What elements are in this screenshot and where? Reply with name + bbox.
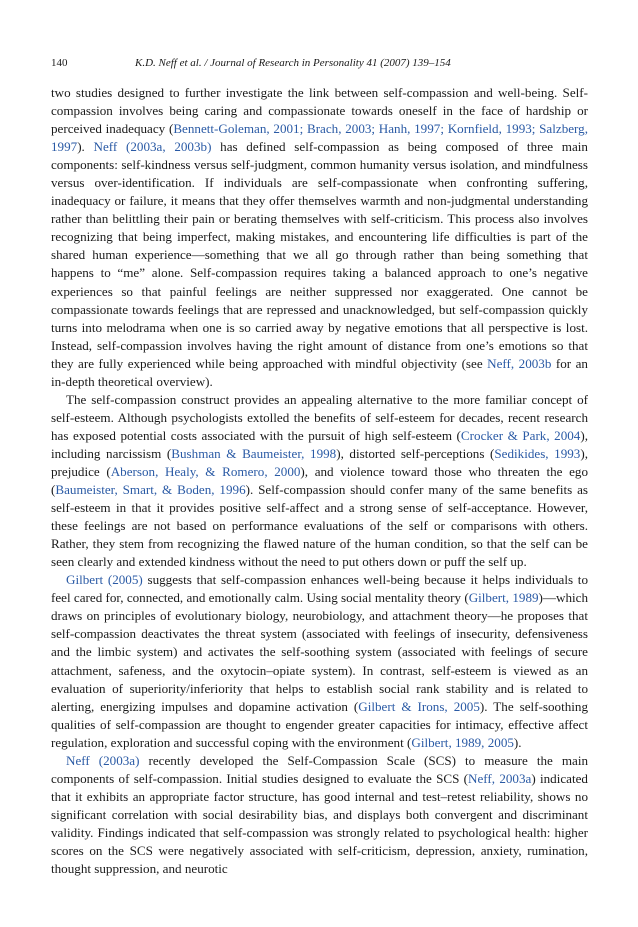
body-text: ), and violence toward those who threaten the ego (: [51, 463, 588, 498]
body-text: ).: [77, 139, 94, 155]
paragraph: [51, 84, 588, 391]
citation-link[interactable]: Gilbert & Irons, 2005: [358, 698, 480, 714]
citation-link[interactable]: Neff (2003a): [66, 752, 140, 768]
citation-link[interactable]: Sedikides, 1993: [494, 445, 581, 461]
citation-link[interactable]: Aberson, Healy, & Romero, 2000: [110, 463, 301, 479]
body-text: recently developed the Self-Compassion Scale (SCS) to measure the main components of self-compassion. Initial studies designed to evaluate the SCS (: [51, 752, 589, 786]
journal-running-head: K.D. Neff et al. / Journal of Research in Personality 41 (2007) 139–154: [135, 57, 451, 69]
paragraph: [51, 752, 588, 878]
body-text: suggests that self-compassion enhances well-being because it helps individuals to feel cared for, connected, and emotionally calm. Using social mentality theory (: [51, 572, 588, 606]
citation-link[interactable]: Crocker & Park, 2004: [460, 427, 581, 443]
body-text: The self-compassion construct provides an appealing alternative to the more familiar concept of self-esteem. Although psychologists extolled the benefits of self-esteem for decades, recent research has exposed potential costs associated with the pursuit of high self-esteem (: [51, 391, 588, 443]
body-text: ), prejudice (: [51, 445, 588, 479]
citation-link[interactable]: Bennett-Goleman, 2001; Brach, 2003; Hanh, 1997; Kornfield, 1993; Salzberg, 1997: [51, 121, 588, 155]
citation-link[interactable]: Neff, 2003b: [487, 355, 552, 371]
body-text: ), including narcissism (: [51, 427, 588, 461]
body-text: ).: [513, 734, 522, 750]
page-number: 140: [51, 57, 68, 69]
citation-link[interactable]: Gilbert (2005): [66, 572, 143, 588]
body-text: )—which draws on principles of evolutionary biology, neurobiology, and attachment theory—he proposes that self-compassion deactivates the threat system (associated with feelings of insecurity, defensiveness and the limbic system) and activates the self-soothing system (associated with feelings of secure attachment, safeness, and the oxytocin–opiate system). In contrast, self-esteem is viewed as an evaluation of superiority/inferiority that helps to establish social rank stability and is related to alerting, energizing impulses and dopamine activation (: [51, 590, 589, 714]
citation-link[interactable]: Bushman & Baumeister, 1998: [171, 445, 337, 461]
citation-link[interactable]: Baumeister, Smart, & Boden, 1996: [55, 482, 246, 498]
paragraph: [51, 571, 588, 751]
body-text: ) indicated that it exhibits an appropriate factor structure, has good internal and test–retest reliability, shows no significant correlation with social desirability bias, and displays both convergent and discriminant validity. Findings indicated that self-compassion was strongly related to psychological health: higher scores on the SCS were negatively associated with self-criticism, depression, anxiety, rumination, thought suppression, and neurotic: [51, 770, 588, 877]
citation-link[interactable]: Neff (2003a, 2003b): [93, 139, 212, 155]
body-text: ). The self-soothing qualities of self-compassion are thought to engender greater capacities for intimacy, effective affect regulation, exploration and successful coping with the environment (: [51, 698, 588, 750]
paragraph: [51, 391, 588, 571]
body-text: ). Self-compassion should confer many of the same benefits as self-esteem in that it provides positive self-affect and a strong sense of self-acceptance. However, these feelings are not based on performance evaluations of the self or comparisons with others. Rather, they stem from recognizing the flawed nature of the human condition, so that the self can be seen clearly and extended kindness without the need to put others down or puff the self up.: [51, 482, 588, 570]
citation-link[interactable]: Gilbert, 1989, 2005: [411, 734, 514, 750]
article-body: [51, 84, 588, 878]
body-text: has defined self-compassion as being composed of three main components: self-kindness versus self-judgment, common humanity versus isolation, and mindfulness versus over-identification. If individuals are self-compassionate when confronting suffering, inadequacy or failure, it means that they offer themselves warmth and non-judgmental understanding rather than belittling their pain or berating themselves with self-criticism. This process also involves recognizing that being imperfect, making mistakes, and encountering life difficulties is part of the shared human experience—something that we all go through rather than being something that happens to “me” alone. Self-compassion requires taking a balanced approach to one’s negative experiences so that painful feelings are neither suppressed nor exaggerated. One cannot be compassionate towards feelings that are repressed and unacknowledged, but self-compassion quickly turns into melodrama when one is so carried away by negative emotions that all perspective is lost. Instead, self-compassion involves having the right amount of distance from one’s emotions so that they are fully experienced while being approached with mindful objectivity (see: [51, 139, 588, 371]
body-text: two studies designed to further investigate the link between self-compassion and well-being. Self-compassion involves being caring and compassionate towards oneself in the face of hardship or perceived inadequacy (: [51, 85, 588, 137]
body-text: for an in-depth theoretical overview).: [51, 355, 588, 389]
body-text: ), distorted self-perceptions (: [336, 445, 495, 461]
citation-link[interactable]: Neff, 2003a: [468, 770, 532, 786]
citation-link[interactable]: Gilbert, 1989: [468, 590, 539, 606]
